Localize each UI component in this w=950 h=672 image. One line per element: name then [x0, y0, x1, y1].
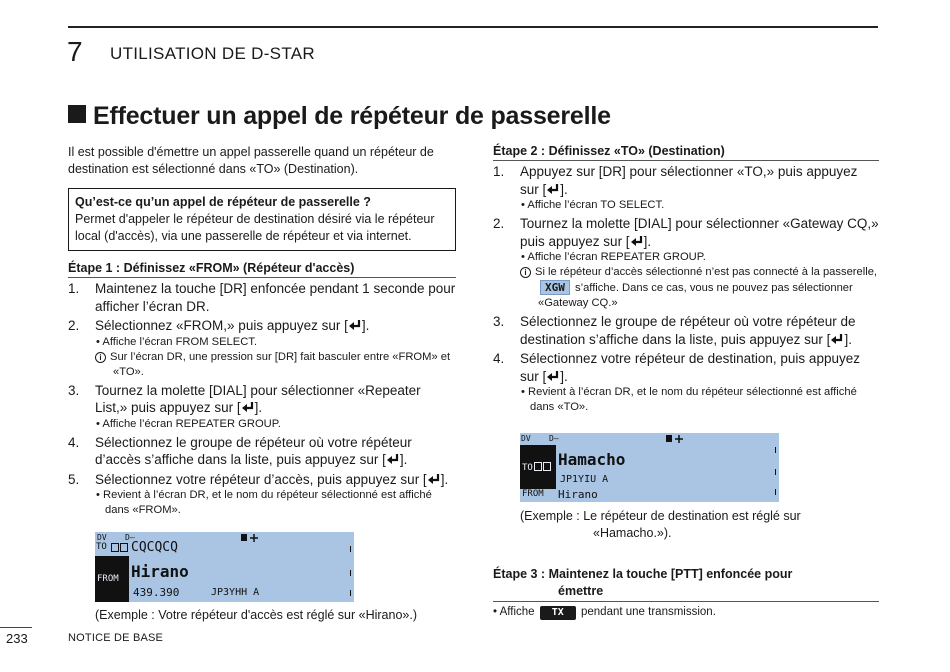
- lcd-scroll-tick: [775, 489, 776, 495]
- item-number: 1.: [493, 164, 505, 179]
- item-info-note: [95, 350, 456, 380]
- item-text: Appuyez sur [DR] pour sélectionner «TO,» puis appuyez sur [: [520, 164, 858, 197]
- enter-key-icon: [830, 333, 844, 346]
- item-text-end: ].: [560, 368, 568, 384]
- lcd-from-value: Hirano: [558, 488, 598, 501]
- enter-key-icon: [546, 183, 560, 196]
- lcd-repeater-name: Hamacho: [558, 450, 626, 469]
- step2-item-1: [493, 163, 879, 213]
- chapter-number: 7: [67, 36, 83, 67]
- item-info-note: [520, 265, 879, 311]
- info-icon: i: [520, 267, 531, 278]
- info-note-text-end: s’affiche. Dans ce cas, vous ne pouvez pas sélectionner «Gateway CQ.»: [538, 282, 853, 309]
- section-title: [68, 102, 611, 131]
- lcd-scroll-tick: [350, 570, 351, 576]
- intro-paragraph: Il est possible d'émettre un appel passerelle quand un répéteur de destination est sélectionné dans «TO» (Destination).: [68, 145, 434, 176]
- step1-item-5: [68, 471, 456, 519]
- definition-box: [68, 188, 456, 251]
- square-bullet-icon: [68, 105, 86, 123]
- enter-key-icon: [386, 453, 400, 466]
- item-text-end: ].: [560, 181, 568, 197]
- enter-key-icon: [427, 473, 441, 486]
- item-text: Tournez la molette [DIAL] pour sélectionner «Repeater List,» puis appuyez sur [: [95, 382, 421, 415]
- item-text-end: ].: [844, 331, 852, 347]
- item-subnote: • Affiche l’écran FROM SELECT.: [96, 335, 258, 348]
- lcd-to-select-icon: [534, 462, 551, 471]
- lcd-to-label: TO: [522, 463, 533, 473]
- enter-key-icon: [546, 370, 560, 383]
- item-text: Sélectionnez votre répéteur d’accès, puis appuyez sur [: [95, 471, 427, 487]
- footer-rule: [0, 627, 32, 628]
- gateway-unavailable-icon: XGW: [540, 280, 570, 295]
- item-text: Sélectionnez le groupe de répéteur où votre répéteur de destination s’affiche dans la liste, puis appuyez sur [: [520, 314, 856, 347]
- step3-heading-line1: Étape 3 : Maintenez la touche [PTT] enfoncée pour: [493, 567, 793, 581]
- item-subnote: • Revient à l’écran DR, et le nom du répéteur sélectionné est affiché dans «TO».: [521, 386, 857, 413]
- lcd-callsign: JP1YIU A: [560, 474, 609, 485]
- item-number: 5.: [68, 471, 80, 487]
- step1-item-3: [68, 382, 456, 432]
- item-number: 2.: [493, 216, 505, 231]
- header-rule: [68, 26, 878, 28]
- item-text-end: ].: [440, 471, 449, 487]
- lcd-mode: DV: [521, 434, 531, 443]
- step3-heading: [493, 566, 879, 602]
- step3-note-text: • Affiche: [493, 606, 535, 618]
- item-number: 4.: [493, 351, 505, 366]
- lcd-to-badge: [520, 445, 556, 489]
- item-text: Sélectionnez «FROM,» puis appuyez sur [: [95, 318, 348, 333]
- lcd-frequency: 439.390: [133, 586, 180, 599]
- lcd-screen-from: [95, 532, 354, 602]
- chapter-title: UTILISATION DE D-STAR: [110, 44, 315, 63]
- step1-item-1: [68, 280, 456, 315]
- item-subnote: • Affiche l’écran TO SELECT.: [521, 199, 665, 211]
- step1-item-2: [68, 317, 456, 380]
- item-text: Maintenez la touche [DR] enfoncée pendant 1 seconde pour afficher l’écran DR.: [95, 281, 456, 314]
- step1-heading: Étape 1 : Définissez «FROM» (Répéteur d'accès): [68, 261, 456, 278]
- item-text: Sélectionnez votre répéteur de destination, puis appuyez sur [: [520, 351, 860, 384]
- lcd-caption-left: (Exemple : Votre répéteur d'accès est réglé sur «Hirano».): [95, 608, 417, 622]
- item-text-end: ].: [399, 452, 408, 467]
- right-column: [493, 144, 879, 415]
- step2-item-2: [493, 215, 879, 311]
- item-number: 4.: [68, 434, 80, 450]
- step2-item-4: [493, 350, 879, 415]
- lcd-repeater-name: Hirano: [131, 562, 189, 581]
- lcd-scroll-tick: [350, 546, 351, 552]
- item-text-end: ].: [643, 233, 652, 249]
- step3-heading-line2: émettre: [558, 584, 604, 598]
- lcd-mode: DV: [97, 533, 107, 542]
- enter-key-icon: [241, 401, 255, 414]
- enter-key-icon: [630, 235, 644, 248]
- info-icon: i: [95, 352, 106, 363]
- definition-title: Qu’est-ce qu’un appel de répéteur de passerelle ?: [75, 195, 371, 209]
- section-title-text: Effectuer un appel de répéteur de passerelle: [93, 102, 611, 130]
- step2-heading: Étape 2 : Définissez «TO» (Destination): [493, 144, 879, 161]
- lcd-from-badge: [95, 556, 129, 602]
- footer-label: NOTICE DE BASE: [68, 632, 164, 644]
- lcd-scroll-tick: [350, 590, 351, 596]
- info-note-text: Sur l’écran DR, une pression sur [DR] fait basculer entre «FROM» et «TO».: [110, 350, 451, 378]
- lcd-submode: D–: [549, 434, 559, 443]
- lcd-caption-right: (Exemple : Le répéteur de destination est réglé sur: [520, 509, 801, 523]
- lcd-scroll-tick: [775, 469, 776, 475]
- lcd-screen-to: [520, 433, 779, 502]
- step3-note: [493, 605, 716, 620]
- left-column: [68, 144, 456, 518]
- item-text: Sélectionnez le groupe de répéteur où votre répéteur d’accès s’affiche dans la liste, puis appuyez sur [: [95, 434, 412, 467]
- lcd-submode: D–: [125, 533, 135, 542]
- item-number: 1.: [68, 281, 80, 296]
- lcd-to-label: TO: [96, 542, 107, 552]
- lcd-scroll-tick: [775, 447, 776, 453]
- lcd-from-label: FROM: [97, 574, 119, 584]
- item-subnote: • Affiche l’écran REPEATER GROUP.: [521, 251, 706, 263]
- item-subnote: • Affiche l’écran REPEATER GROUP.: [96, 417, 281, 430]
- tx-indicator-icon: TX: [540, 606, 576, 620]
- lcd-to-value: CQCQCQ: [131, 540, 178, 555]
- page-number: 233: [6, 631, 28, 646]
- lcd-callsign: JP3YHH A: [211, 587, 260, 598]
- lcd-from-label: FROM: [522, 489, 544, 499]
- item-number: 2.: [68, 318, 80, 333]
- step3-note-text-end: pendant une transmission.: [581, 606, 716, 618]
- enter-key-icon: [348, 319, 362, 332]
- item-text-end: ].: [254, 400, 263, 415]
- item-text-end: ].: [361, 318, 370, 333]
- step1-item-4: [68, 434, 456, 469]
- lcd-status-icon: [666, 435, 684, 443]
- item-number: 3.: [493, 314, 505, 329]
- item-number: 3.: [68, 382, 80, 398]
- step2-item-3: [493, 313, 879, 348]
- lcd-status-icon: [241, 534, 259, 542]
- lcd-to-select-icon: [111, 543, 129, 552]
- item-subnote: • Revient à l’écran DR, et le nom du répéteur sélectionné est affiché dans «FROM».: [96, 489, 432, 516]
- definition-body: Permet d'appeler le répéteur de destination désiré via le répéteur local (d'accès), via une passerelle de répéteur et via internet.: [75, 212, 435, 243]
- lcd-caption-right-cont: «Hamacho.»).: [593, 526, 672, 540]
- item-text: Tournez la molette [DIAL] pour sélectionner «Gateway CQ,» puis appuyez sur [: [520, 216, 879, 249]
- info-note-text: Si le répéteur d’accès sélectionné n’est pas connecté à la passerelle,: [535, 266, 878, 278]
